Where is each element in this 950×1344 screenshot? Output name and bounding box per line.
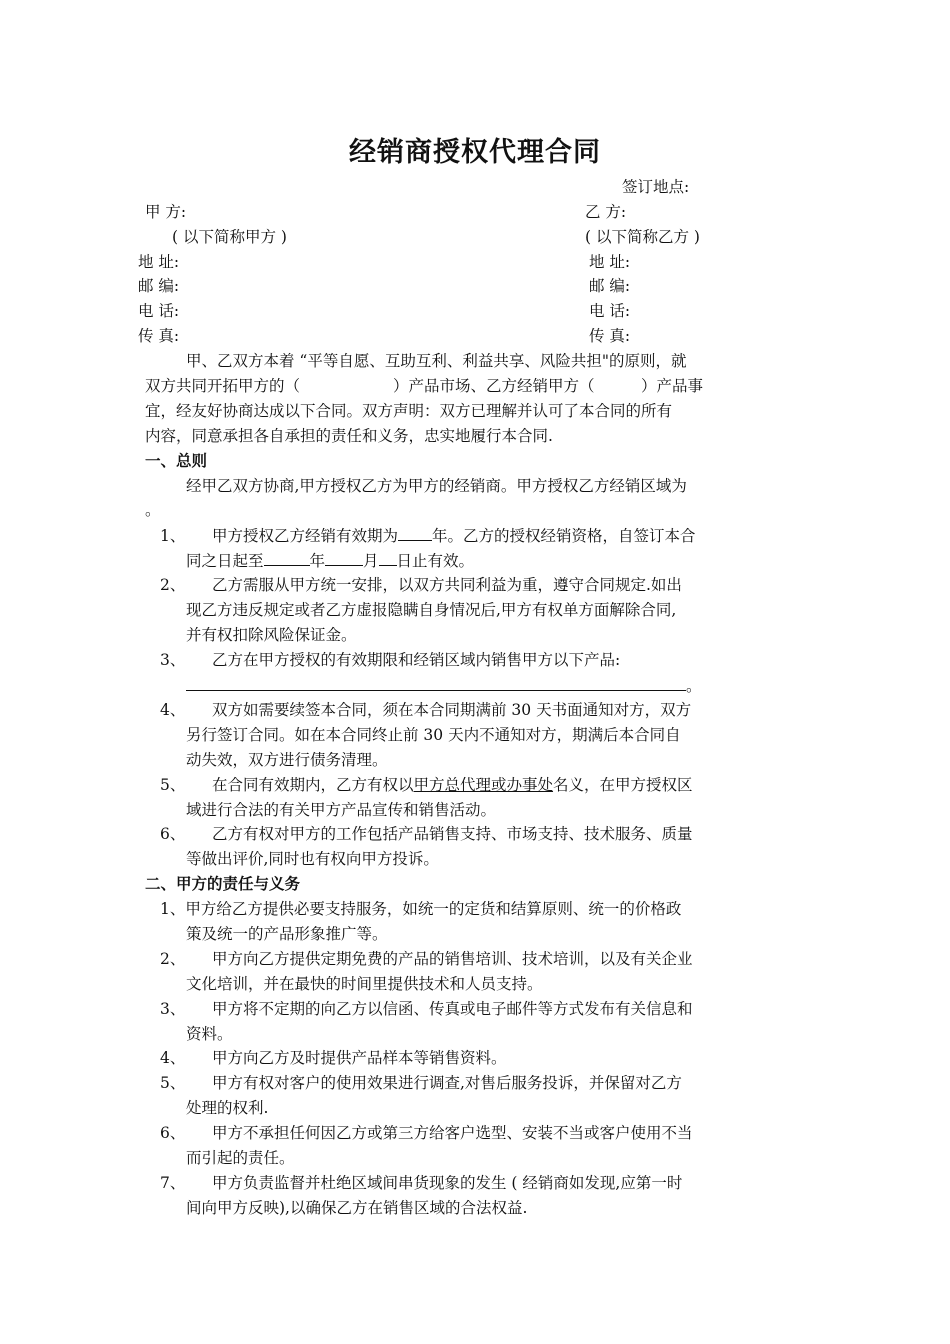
clause-line: 间向甲方反映),以确保乙方在销售区域的合法权益. <box>186 1199 528 1217</box>
clause-number: 4、 <box>160 1049 186 1067</box>
clause-number: 4、 <box>160 701 186 719</box>
sign-place-label: 签订地点: <box>622 178 690 196</box>
clause-number: 2、 <box>160 576 186 594</box>
clause-number: 3、 <box>160 651 186 669</box>
party-a-address-label: 地 址: <box>138 253 180 271</box>
clause-number: 5、 <box>160 1074 186 1092</box>
section-intro: 经甲乙双方协商,甲方授权乙方为甲方的经销商。甲方授权乙方经销区域为 <box>186 477 687 495</box>
duty-2: 2、 甲方向乙方提供定期免费的产品的销售培训、技术培训，以及有关企业 <box>160 950 693 968</box>
party-b-postcode-label: 邮 编: <box>589 277 631 295</box>
clause-number: 1、 <box>160 527 186 545</box>
clause-line: 现乙方违反规定或者乙方虚报隐瞒自身情况后,甲方有权单方面解除合同, <box>186 601 677 619</box>
clause-6: 6、 乙方有权对甲方的工作包括产品销售支持、市场支持、技术服务、质量 <box>160 825 693 843</box>
party-a-phone-label: 电 话: <box>138 302 180 320</box>
clause-4: 4、 双方如需要续签本合同，须在本合同期满前 30 天书面通知对方，双方 <box>160 701 692 719</box>
clause-number: 2、 <box>160 950 186 968</box>
clause-5: 5、 在合同有效期内，乙方有权以甲方总代理或办事处名义，在甲方授权区 <box>160 776 693 794</box>
clause-number: 7、 <box>160 1174 186 1192</box>
clause-line: 并有权扣除风险保证金。 <box>186 626 357 644</box>
preamble-line: 宜，经友好协商达成以下合同。双方声明：双方已理解并认可了本合同的所有 <box>145 402 673 420</box>
party-b-fax-label: 传 真: <box>589 327 631 345</box>
clause-number: 3、 <box>160 1000 186 1018</box>
clause-line: 域进行合法的有关甲方产品宣传和销售活动。 <box>186 801 497 819</box>
blank-field <box>379 549 397 566</box>
clause-number: 1、 <box>160 900 186 918</box>
clause-3-line-2: 。 <box>186 674 702 697</box>
clause-line: 动失效，双方进行债务清理。 <box>186 751 388 769</box>
duty-3: 3、 甲方将不定期的向乙方以信函、传真或电子邮件等方式发布有关信息和 <box>160 1000 693 1018</box>
clause-1: 1、 甲方授权乙方经销有效期为 年。乙方的授权经销资格，自签订本合 <box>160 524 696 547</box>
blank-field <box>264 549 310 566</box>
clause-line: 等做出评价,同时也有权向甲方投诉。 <box>186 850 439 868</box>
clause-line: 策及统一的产品形象推广等。 <box>186 925 388 943</box>
product-blank-field <box>186 674 686 691</box>
party-a-note: ( 以下简称甲方 ) <box>172 228 287 246</box>
party-b-phone-label: 电 话: <box>589 302 631 320</box>
clause-line: 处理的权利. <box>186 1099 269 1117</box>
party-b-address-label: 地 址: <box>589 253 631 271</box>
clause-number: 5、 <box>160 776 186 794</box>
underlined-term: 甲方总代理或办事处 <box>413 776 554 794</box>
party-a-label: 甲 方: <box>145 203 187 221</box>
section-heading-party-a-duties: 二、甲方的责任与义务 <box>145 875 301 893</box>
clause-number: 6、 <box>160 1124 186 1142</box>
clause-number: 6、 <box>160 825 186 843</box>
party-a-fax-label: 传 真: <box>138 327 180 345</box>
duty-1: 1、甲方给乙方提供必要支持服务，如统一的定货和结算原则、统一的价格政 <box>160 900 682 918</box>
duty-6: 6、 甲方不承担任何因乙方或第三方给客户选型、安装不当或客户使用不当 <box>160 1124 693 1142</box>
section-heading-general: 一、总则 <box>145 452 208 470</box>
preamble-line: 双方共同开拓甲方的（ ）产品市场、乙方经销甲方（ ）产品事 <box>145 377 704 395</box>
party-b-note: ( 以下简称乙方 ) <box>585 228 700 246</box>
clause-line: 而引起的责任。 <box>186 1149 295 1167</box>
clause-3: 3、 乙方在甲方授权的有效期限和经销区域内销售甲方以下产品: <box>160 651 621 669</box>
clause-1-line-2: 同之日起至 年 月 日止有效。 <box>186 549 474 572</box>
duty-4: 4、 甲方向乙方及时提供产品样本等销售资料。 <box>160 1049 507 1067</box>
blank-field <box>398 524 432 541</box>
duty-7: 7、 甲方负责监督并杜绝区域间串货现象的发生 ( 经销商如发现,应第一时 <box>160 1174 683 1192</box>
clause-2: 2、 乙方需服从甲方统一安排，以双方共同利益为重，遵守合同规定.如出 <box>160 576 682 594</box>
duty-5: 5、 甲方有权对客户的使用效果进行调查,对售后服务投诉，并保留对乙方 <box>160 1074 682 1092</box>
document-title: 经销商授权代理合同 <box>349 137 601 168</box>
party-b-label: 乙 方: <box>585 203 627 221</box>
blank-field <box>325 549 363 566</box>
section-intro-end: 。 <box>145 501 161 519</box>
clause-line: 资料。 <box>186 1025 233 1043</box>
clause-line: 另行签订合同。如在本合同终止前 30 天内不通知对方，期满后本合同自 <box>186 726 681 744</box>
preamble-line: 内容，同意承担各自承担的责任和义务，忠实地履行本合同. <box>145 427 553 445</box>
preamble-line: 甲、乙双方本着 “平等自愿、互助互利、利益共享、风险共担"的原则，就 <box>186 352 687 370</box>
clause-line: 文化培训，并在最快的时间里提供技术和人员支持。 <box>186 975 543 993</box>
party-a-postcode-label: 邮 编: <box>138 277 180 295</box>
